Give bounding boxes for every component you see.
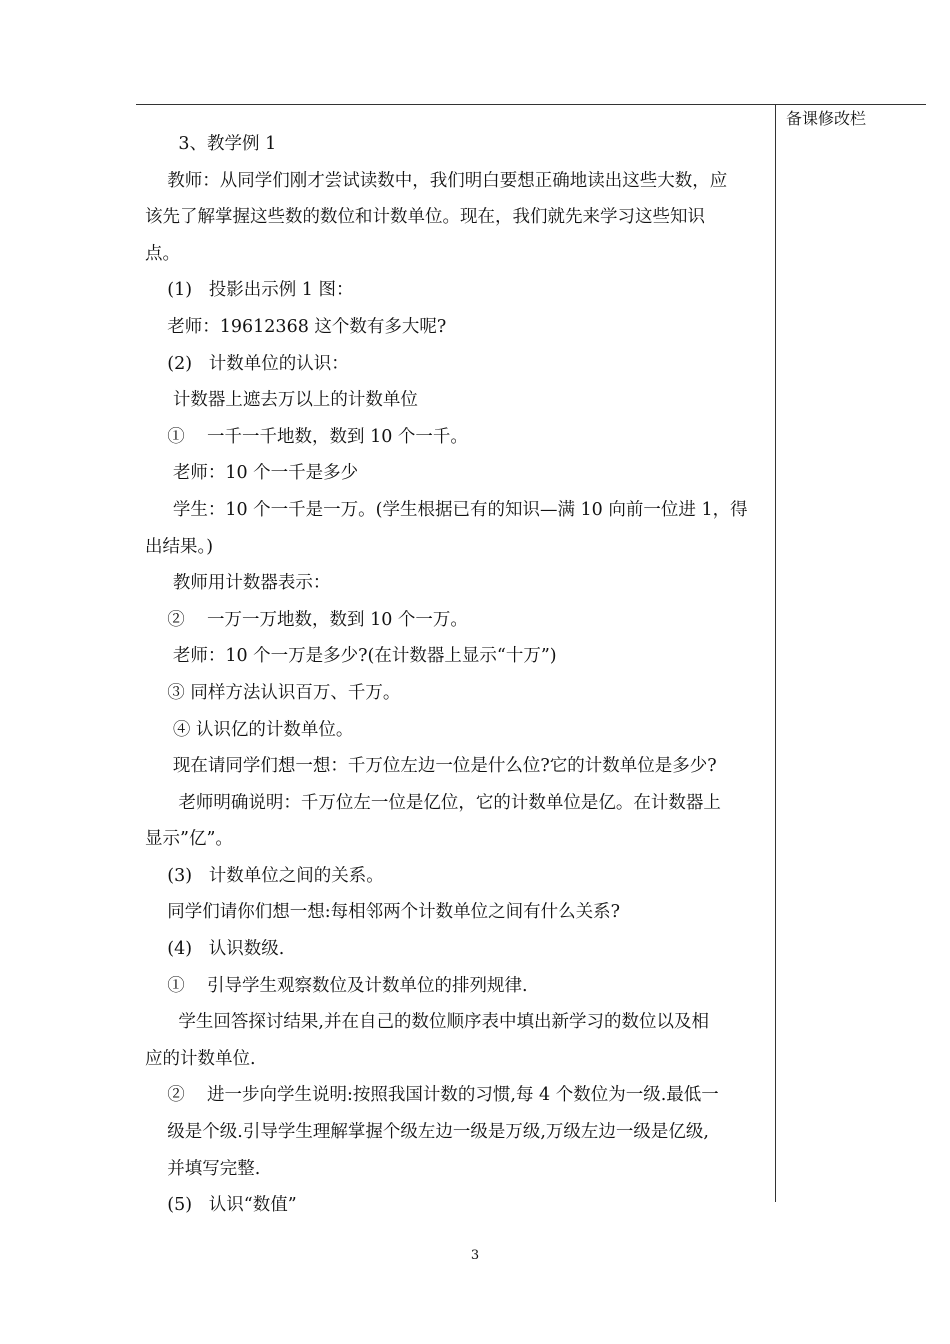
revision-column-label: 备课修改栏 <box>786 109 867 128</box>
table-top-border <box>136 104 926 105</box>
text-line: 老师：10 个一千是多少 <box>145 463 359 484</box>
text-line: 点。 <box>145 243 180 264</box>
text-line: 显示”亿”。 <box>145 829 233 850</box>
lesson-body <box>145 126 770 1224</box>
text-line: (4) 认识数级. <box>145 939 285 960</box>
text-line: ① 引导学生观察数位及计数单位的排列规律. <box>145 975 528 996</box>
text-line: (3) 计数单位之间的关系。 <box>145 865 384 886</box>
text-line: ③ 同样方法认识百万、千万。 <box>145 682 401 703</box>
text-line: 并填写完整. <box>145 1158 261 1179</box>
text-line: 该先了解掌握这些数的数位和计数单位。现在，我们就先来学习这些知识 <box>145 207 705 228</box>
text-line: 学生：10 个一千是一万。(学生根据已有的知识—满 10 向前一位进 1，得 <box>145 499 748 520</box>
text-line: 级是个级.引导学生理解掌握个级左边一级是万级,万级左边一级是亿级, <box>145 1122 709 1143</box>
text-line: ② 一万一万地数，数到 10 个一万。 <box>145 609 468 630</box>
text-line: 教师：从同学们刚才尝试读数中，我们明白要想正确地读出这些大数，应 <box>145 170 728 191</box>
text-line: 老师：10 个一万是多少?(在计数器上显示“十万”) <box>145 646 557 667</box>
text-line: (1) 投影出示例 1 图： <box>145 280 354 301</box>
text-line: 应的计数单位. <box>145 1048 256 1069</box>
text-line: 出结果。) <box>145 536 214 557</box>
text-line: ④ 认识亿的计数单位。 <box>145 719 354 740</box>
text-line: (5) 认识“数值” <box>145 1195 297 1216</box>
text-line: 现在请同学们想一想：千万位左边一位是什么位?它的计数单位是多少? <box>145 756 717 777</box>
text-line: (2) 计数单位的认识： <box>145 353 349 374</box>
text-line: ② 进一步向学生说明:按照我国计数的习惯,每 4 个数位为一级.最低一 <box>145 1085 719 1106</box>
text-line: 计数器上遮去万以上的计数单位 <box>145 390 418 411</box>
text-line: 学生回答探讨结果,并在自己的数位顺序表中填出新学习的数位以及相 <box>145 1012 709 1033</box>
page-number: 3 <box>470 1248 480 1263</box>
text-line: 老师：19612368 这个数有多大呢? <box>145 316 447 337</box>
table-column-divider <box>775 104 776 1202</box>
text-line: 老师明确说明：千万位左一位是亿位，它的计数单位是亿。在计数器上 <box>145 792 721 813</box>
text-line: 3、教学例 1 <box>145 134 277 154</box>
text-line: 同学们请你们想一想:每相邻两个计数单位之间有什么关系? <box>145 902 621 923</box>
text-line: ① 一千一千地数，数到 10 个一千。 <box>145 426 468 447</box>
text-line: 教师用计数器表示： <box>145 573 331 594</box>
